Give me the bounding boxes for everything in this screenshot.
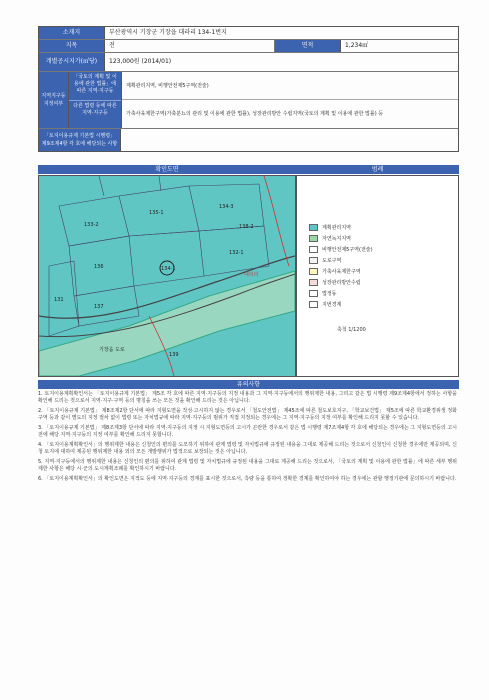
usage-sub-labels xyxy=(69,72,122,128)
legend-item xyxy=(309,279,361,286)
legend-label: 계획관리지역 xyxy=(322,225,351,231)
location-value: 부산광역시 기장군 기장읍 대라리 134-1번지 xyxy=(109,29,227,36)
note-item: 1. 토지이용계획확인서는 「토지이용규제 기본법」 제5조 각 호에 따른 지역·지구등의 지정 내용과 그 지역·지구등에서의 행위제한 내용, 그리고 같은 법 시행령 제9조제4항에서 정하는 사항을 확인해 드리는 것으로서 지역·지구·구역 등의 명칭을 쓰는 모든 것을 확인해 드리는 것은 아닙니다. xyxy=(38,391,457,404)
other-label: 「토지이용규제 기본법 시행령」 제9조제4항 각 호에 해당되는 사항 xyxy=(39,129,121,151)
jimok-value: 전 xyxy=(105,40,275,52)
parcel-label: 134-3 xyxy=(219,204,234,210)
map-header: 확인도면 xyxy=(38,165,296,174)
legend-item xyxy=(309,235,351,242)
parcel-label: 136 xyxy=(94,264,104,270)
price-value: 123,000원 (2014/01) xyxy=(109,58,172,65)
confirmation-map xyxy=(38,175,296,377)
legend-swatch xyxy=(309,279,318,286)
price-row xyxy=(39,53,458,72)
legend-label: 가축사육제한구역 xyxy=(322,269,361,275)
jimok-label: 지목 xyxy=(39,40,105,52)
location-row xyxy=(39,27,458,40)
usage-values xyxy=(122,72,458,128)
legend-swatch xyxy=(309,290,318,297)
map-scale: 축척 1/1200 xyxy=(337,327,366,333)
notes-header: 유의사항 xyxy=(38,380,459,389)
legend-item xyxy=(309,290,337,297)
legend-label: 도로구역 xyxy=(322,258,342,264)
usage-row xyxy=(39,72,458,129)
parcel-label: 135-1 xyxy=(149,210,164,216)
sub1-value: 계획관리지역, 비행안전제5구역(전술) xyxy=(122,72,458,100)
legend-label: 비행안전제5구역(전술) xyxy=(322,247,373,253)
notes-section xyxy=(38,391,457,486)
legend-label: 자연녹지지역 xyxy=(322,236,351,242)
parcel-label: 131 xyxy=(54,297,64,303)
jimok-row xyxy=(39,40,458,53)
note-item: 4. 「토지이용계획확인서」의 행위제한 내용은 신청인의 편의를 도모하기 위하여 관계 법령 및 자치법규에 규정된 내용을 그대로 제공해 드리는 것으로서 신청인이 신청한 경우에만 제공되며, 신청 토지에 대하여 제공된 행위제한 내용 외의 모든 개발행위가 법적으로 보장되는 것은 아닙니다. xyxy=(38,442,457,455)
location-label: 소재지 xyxy=(39,27,105,39)
map-legend xyxy=(296,175,459,377)
map-svg xyxy=(39,176,295,376)
legend-swatch xyxy=(309,268,318,275)
sub2-value: 가축사육제한구역(가축분뇨의 관리 및 이용에 관한 법률), 성장관리방안 수립지역(국토의 계획 및 이용에 관한 법률) 등 xyxy=(126,111,384,117)
area-label: 면적 xyxy=(275,40,341,52)
legend-item xyxy=(309,301,341,308)
legend-swatch xyxy=(309,257,318,264)
note-item: 2. 「토지이용규제 기본법」 제8조제2항 단서에 따라 지형도면을 작성·고시하지 않는 경우로서 「철도안전법」 제45조에 따른 철도보호지구, 「학교보건법」 제5조에 따른 학교환경위생 정화구역 등과 같이 별도의 지정 절차 없이 법령 또는 자치법규에 따라 지역·지구등의 범위가 직접 지정되는 경우에는 그 지역·지구등의 지정 여부를 확인해 드리지 못할 수 있습니다. xyxy=(38,408,457,421)
legend-label: 성장관리방안수립 xyxy=(322,280,361,286)
price-label: 개별공시지가(㎡당) xyxy=(39,53,105,71)
land-info-table xyxy=(38,26,459,152)
note-item: 5. 지역·지구등에서의 행위제한 내용은 신청인의 편의를 위하여 관계 법령 및 자치법규에 규정된 내용을 그대로 제공해 드리는 것으로서, 「국토의 계획 및 이용에 관한 법률」에 따른 세부 행위제한 사항은 해당 시·군의 도시계획조례를 확인하시기 바랍니다. xyxy=(38,459,457,472)
usage-label: 지역지구등 지정여부 xyxy=(39,72,69,128)
note-item: 6. 「토지이용계획확인서」의 확인도면은 지적도 등에 지역·지구등의 경계를 표시한 것으로서, 측량 등을 통하여 정확한 경계를 확인하여야 하는 경우에는 관할 행정기관에 문의하시기 바랍니다. xyxy=(38,476,457,482)
parcel-label: 139 xyxy=(169,352,179,358)
legend-label: 지번경계 xyxy=(322,302,342,308)
area-value: 1,234㎡ xyxy=(345,42,369,49)
other-row xyxy=(39,129,458,151)
legend-item xyxy=(309,268,361,275)
legend-header: 범례 xyxy=(296,165,459,174)
parcel-label: 134-1 xyxy=(161,266,176,272)
parcel-label: 138-2 xyxy=(239,224,254,230)
road-label: 대라리 xyxy=(244,272,259,278)
legend-swatch xyxy=(309,224,318,231)
parcel-label: 132-1 xyxy=(229,250,244,256)
legend-item xyxy=(309,224,351,231)
sub2-label: 다른 법령 등에 따른 지역·지구등 xyxy=(69,100,121,128)
parcel-label: 137 xyxy=(94,304,104,310)
legend-swatch xyxy=(309,301,318,308)
legend-item xyxy=(309,246,373,253)
note-item: 3. 「토지이용규제 기본법」 제8조제3항 단서에 따라 지역·지구등의 지정 시 지형도면등의 고시가 곤란한 경우로서 같은 법 시행령 제7조제4항 각 호에 해당되는 경우에는 그 지형도면등의 고시 전에 해당 지역·지구등의 지정 여부를 확인해 드리지 못합니다. xyxy=(38,425,457,438)
legend-swatch xyxy=(309,246,318,253)
road-label: 기장읍 도로 xyxy=(99,347,125,353)
sub1-label: 「국토의 계획 및 이용에 관한 법률」에 따른 지역·지구등 xyxy=(69,72,121,100)
parcel-label: 133-2 xyxy=(84,222,99,228)
other-value xyxy=(121,129,458,151)
legend-swatch xyxy=(309,235,318,242)
legend-item xyxy=(309,257,341,264)
legend-label: 법정동 xyxy=(322,291,337,297)
